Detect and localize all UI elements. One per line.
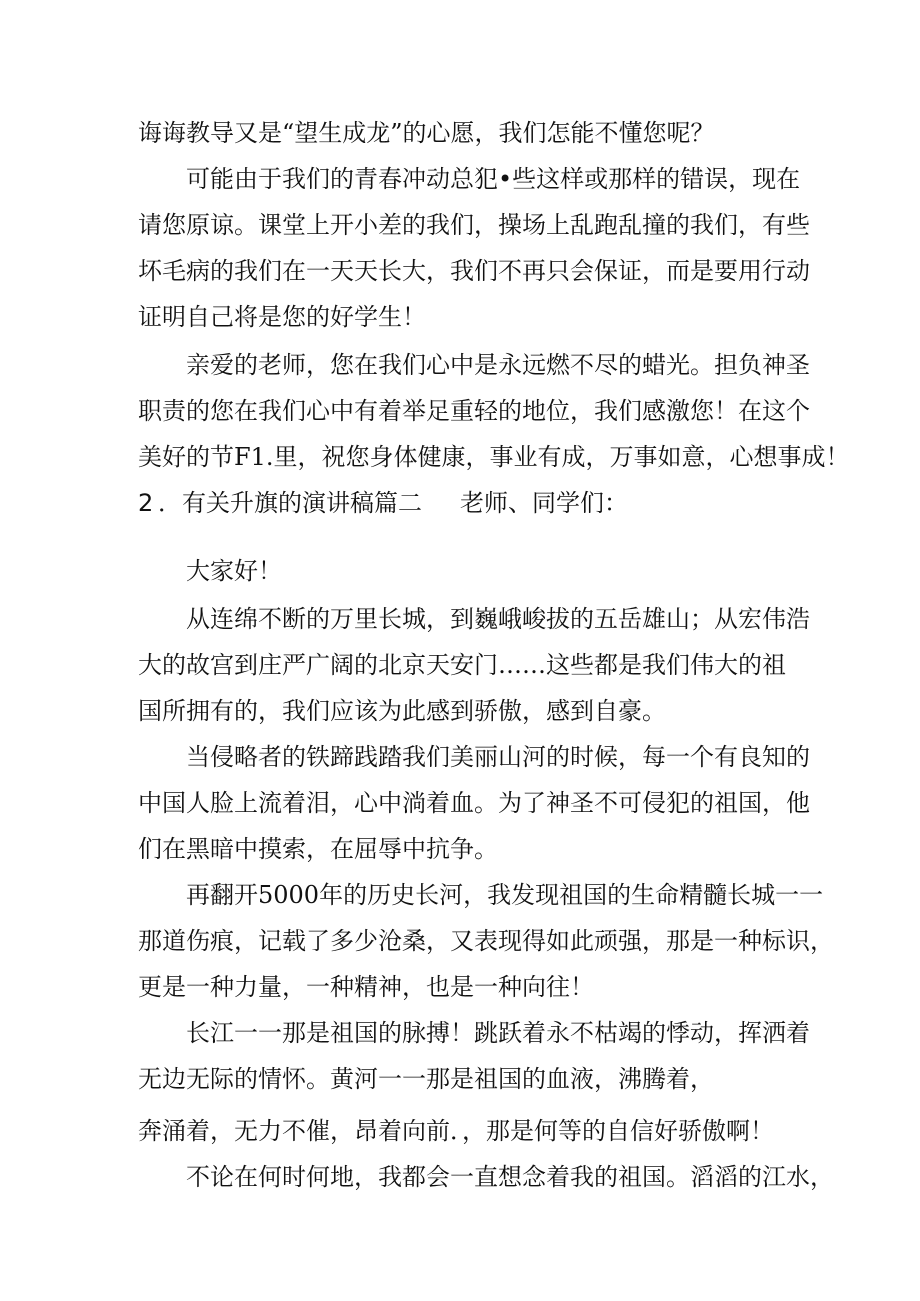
text-line: 请您原谅。课堂上开小差的我们，操场上乱跑乱撞的我们，有些: [138, 211, 810, 239]
text-line: 职责的您在我们心中有着举足重轻的地位，我们感激您！在这个: [138, 397, 810, 425]
text-line: 从连绵不断的万里长城，到巍峨峻拔的五岳雄山；从宏伟浩: [186, 605, 810, 633]
text-line: 长江一一那是祖国的脉搏！跳跃着永不枯竭的悸动，挥洒着: [186, 1019, 810, 1047]
text-line: 坏毛病的我们在一天天长大，我们不再只会保证，而是要用行动: [138, 257, 810, 285]
text-line: 亲爱的老师，您在我们心中是永远燃不尽的蜡光。担负神圣: [186, 351, 810, 379]
heading-title: ．有关升旗的演讲稿篇二: [158, 489, 422, 517]
text-line: 奔涌着，无力不催，昂着向前．，那是何等的自信好骄傲啊！: [138, 1117, 774, 1145]
text-line: 中国人脸上流着泪，心中淌着血。为了神圣不可侵犯的祖国，他: [138, 789, 810, 817]
text-line: 们在黑暗中摸索，在屈辱中抗争。: [138, 835, 498, 863]
text-line: 可能由于我们的青春冲动总犯•些这样或那样的错误，现在: [186, 165, 801, 193]
text-line: 诲诲教导又是“望生成龙”的心愿，我们怎能不懂您呢？: [138, 119, 715, 147]
text-line: 不论在何时何地，我都会一直想念着我的祖国。滔滔的江水，: [186, 1163, 834, 1191]
heading-number: 2: [138, 489, 154, 517]
text-line: 证明自己将是您的好学生！: [138, 303, 426, 331]
text-line: 国所拥有的，我们应该为此感到骄傲，感到自豪。: [138, 697, 666, 725]
text-line: 大家好！: [186, 557, 282, 585]
heading-greeting: 老师、同学们：: [460, 489, 628, 517]
text-line: 当侵略者的铁蹄践踏我们美丽山河的时候，每一个有良知的: [186, 743, 810, 771]
text-line: 更是一种力量，一种精神，也是一种向往！: [138, 973, 594, 1001]
text-line: 美好的节F1.里，祝您身体健康，事业有成，万事如意，心想事成！: [138, 443, 850, 471]
text-line: 大的故宫到庄严广阔的北京天安门……这些都是我们伟大的祖: [138, 651, 786, 679]
text-line: 再翻开5000年的历史长河，我发现祖国的生命精髓长城一一: [186, 881, 824, 909]
text-line: 无边无际的情怀。黄河一一那是祖国的血液，沸腾着，: [138, 1065, 714, 1093]
text-line: 那道伤痕，记载了多少沧桑，又表现得如此顽强，那是一种标识，: [138, 927, 834, 955]
